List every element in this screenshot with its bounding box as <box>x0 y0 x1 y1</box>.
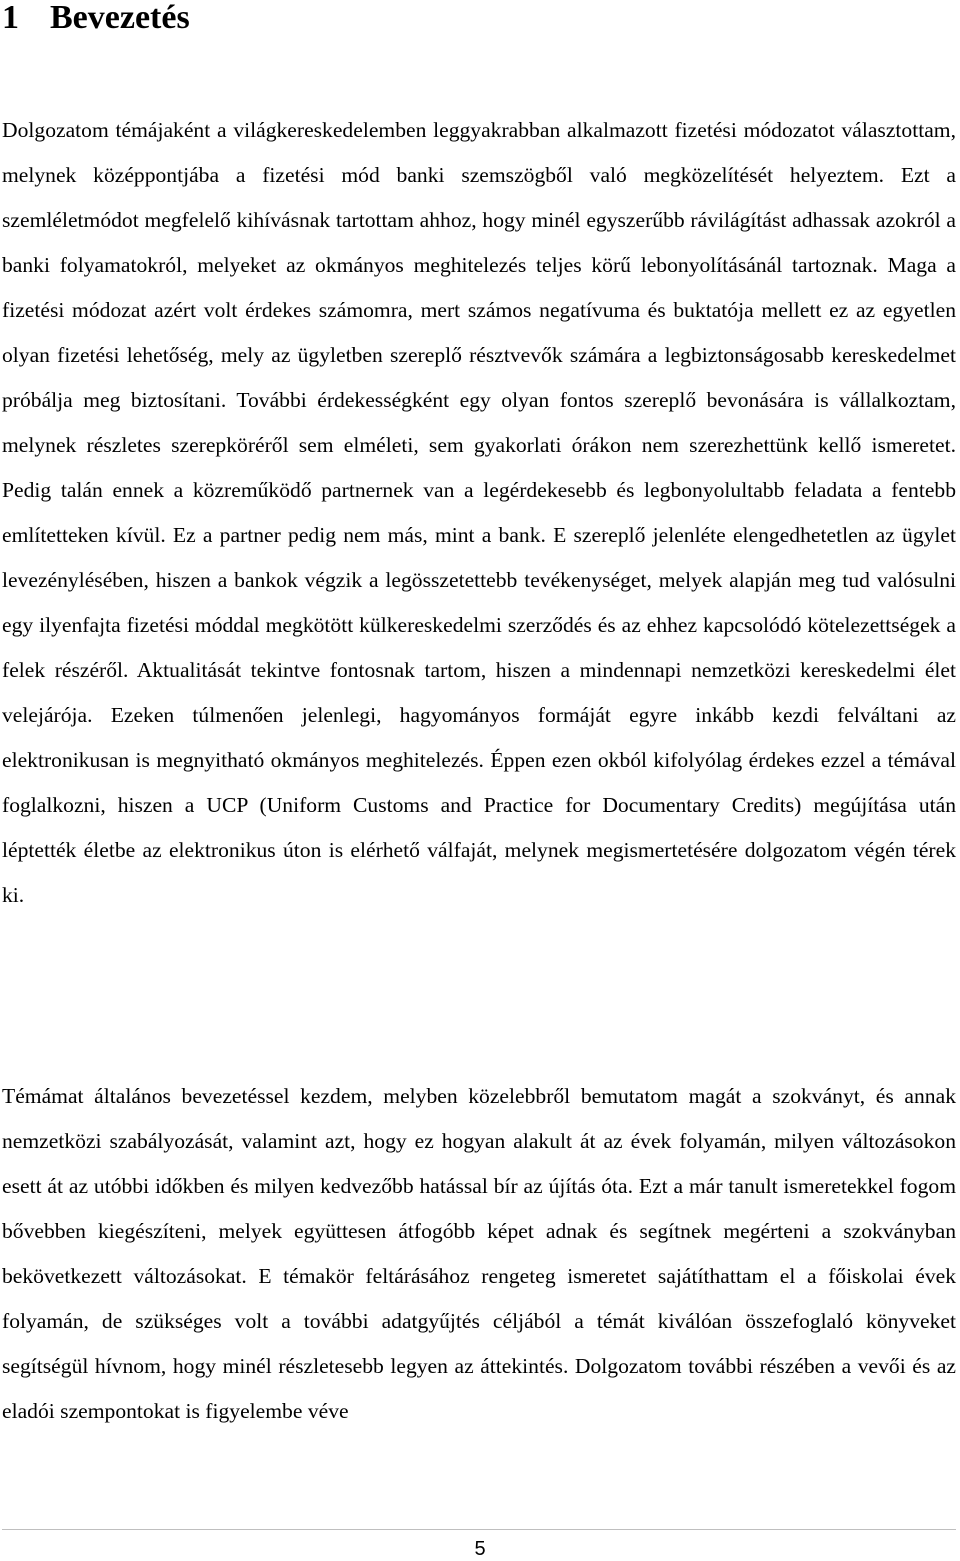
page-number: 5 <box>474 1538 486 1560</box>
chapter-number: 1 <box>2 0 19 36</box>
footer-divider <box>2 1529 956 1530</box>
chapter-title: Bevezetés <box>50 0 190 36</box>
chapter-heading <box>2 0 190 38</box>
body-paragraph-1: Dolgozatom témájaként a világkereskedelemben leggyakrabban alkalmazott fizetési módozatot választottam, melynek középpontjába a fizetési mód banki szemszögből való megközelítését helyeztem. Ezt a szemléletmódot megfelelő kihívásnak tartottam ahhoz, hogy minél egyszerűbb rávilágítást adhassak azokról a banki folyamatokról, melyeket az okmányos meghitelezés teljes körű lebonyolításánál tartoznak. Maga a fizetési módozat azért volt érdekes számomra, mert számos negatívuma és buktatója mellett ez az egyetlen olyan fizetési lehetőség, mely az ügyletben szereplő résztvevők számára a legbiztonságosabb kereskedelmet próbálja meg biztosítani. További érdekességként egy olyan fontos szereplő bevonására is vállalkoztam, melynek részletes szerepköréről sem elméleti, sem gyakorlati órákon nem szerezhettünk kellő ismeretet. Pedig talán ennek a közreműködő partnernek van a legérdekesebb és legbonyolultabb feladata a fentebb említetteken kívül. Ez a partner pedig nem más, mint a bank. E szereplő jelenléte elengedhetetlen az ügylet levezénylésében, hiszen a bankok végzik a legösszetettebb tevékenységet, melyek alapján meg tud valósulni egy ilyenfajta fizetési móddal megkötött külkereskedelmi szerződés és az ehhez kapcsolódó kötelezettségek a felek részéről. Aktualitását tekintve fontosnak tartom, hiszen a mindennapi nemzetközi kereskedelmi élet velejárója. Ezeken túlmenően jelenlegi, hagyományos formáját egyre inkább kezdi felváltani az elektronikusan is megnyitható okmányos meghitelezés. Éppen ezen okból kifolyólag érdekes ezzel a témával foglalkozni, hiszen a UCP (Uniform Customs and Practice for Documentary Credits) megújítása után léptették életbe az elektronikus úton is elérhető válfaját, melynek megismertetésére dolgozatom végén térek ki. <box>2 118 956 907</box>
body-paragraph-2: Témámat általános bevezetéssel kezdem, melyben közelebbről bemutatom magát a szokványt, és annak nemzetközi szabályozását, valamint azt, hogy ez hogyan alakult át az évek folyamán, milyen változásokon esett át az utóbbi időkben és milyen kedvezőbb hatással bír az újítás óta. Ezt a már tanult ismeretekkel fogom bővebben kiegészíteni, melyek együttesen átfogóbb képet adnak és segítnek megérteni a szokványban bekövetkezett változásokat. E témakör feltárásához rengeteg ismeretet sajátíthattam el a főiskolai évek folyamán, de szükséges volt a további adatgyűjtés céljából a témát kiválóan összefoglaló könyveket segítségül hívnom, hogy minél részletesebb legyen az áttekintés. Dolgozatom további részében a vevői és az eladói szempontokat is figyelembe véve <box>2 1084 956 1423</box>
